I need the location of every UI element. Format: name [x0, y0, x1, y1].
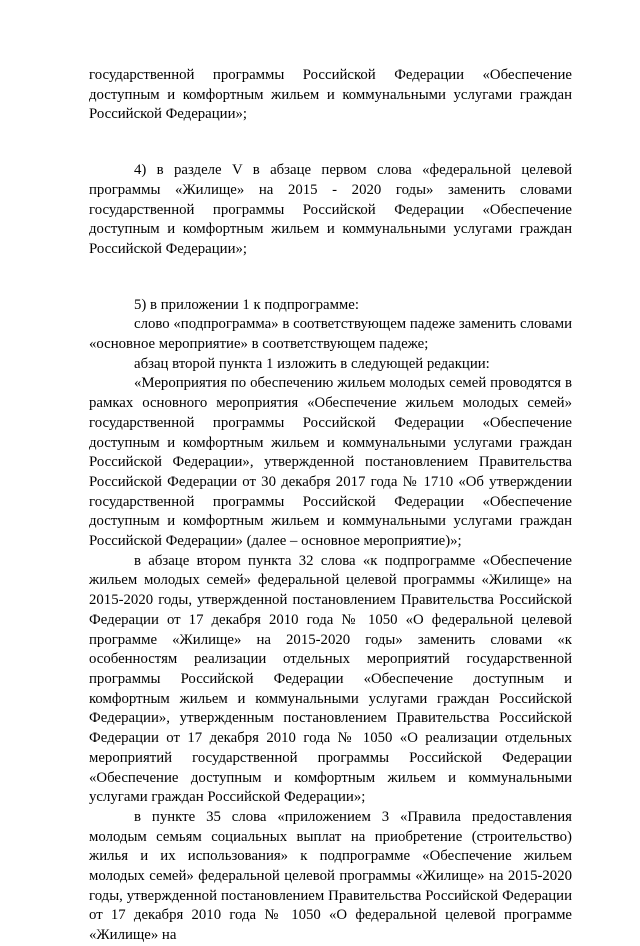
paragraph-quoted-text: «Мероприятия по обеспечению жильем молодых семей проводятся в рамках основного мероприятия «Обеспечение жильем молодых семей» государственной программы Российской Федерации «Обеспечение доступным и комфортным жильем и коммунальными услугами граждан Российской Федерации», утвержденной постановлением Правительства Российской Федерации от 30 декабря 2017 года № 1710 «Об утверждении государственной программы Российской Федерации «Обеспечение доступным и комфортным жильем и коммунальными услугами граждан Российской Федерации» (далее – основное мероприятие)»;: [89, 375, 572, 550]
paragraph-item-4: 4) в разделе V в абзаце первом слова «федеральной целевой программы «Жилище» на 2015 - 2020 годы» заменить словами государственной программы Российской Федерации «Обеспечение доступным и комфортным жильем и коммунальными услугами граждан Российской Федерации»;: [89, 162, 572, 257]
paragraph-point-1: абзац второй пункта 1 изложить в следующей редакции:: [134, 355, 490, 372]
paragraph-point-35: в пункте 35 слова «приложением 3 «Правила предоставления молодым семьям социальных выплат на приобретение (строительство) жилья и их использования» к подпрограмме «Обеспечение жильем молодых семей» федеральной целевой программы «Жилище» на 2015-2020 годы, утвержденной постановлением Правительства Российской Федерации от 17 декабря 2010 года № 1050 «О федеральной целевой программе «Жилище» на: [89, 808, 572, 944]
paragraph-point-32: в абзаце втором пункта 32 слова «к подпрограмме «Обеспечение жильем молодых семей» федеральной целевой программы «Жилище» на 2015-2020 годы, утвержденной постановлением Правительства Российской Федерации от 17 декабря 2010 года № 1050 «О федеральной целевой программе «Жилище» на 2015-2020 годы» заменить словами «к особенностям реализации отдельных мероприятий государственной программы Российской Федерации «Обеспечение доступным и комфортным жильем и коммунальными услугами граждан Российской Федерации», утвержденным постановлением Правительства Российской Федерации от 17 декабря 2010 года № 1050 «О реализации отдельных мероприятий государственной программы Российской Федерации «Обеспечение доступным и комфортным жильем и коммунальными услугами граждан Российской Федерации»;: [89, 552, 572, 806]
paragraph-spacer: [89, 260, 572, 296]
paragraph-item-5: 5) в приложении 1 к подпрограмме:: [134, 296, 359, 313]
paragraph-continuation: государственной программы Российской Федерации «Обеспечение доступным и комфортным жильем и коммунальными услугами граждан Российской Федерации»;: [89, 67, 572, 123]
paragraph-word-replacement: слово «подпрограмма» в соответствующем падеже заменить словами «основное мероприятие» в соответствующем падеже;: [89, 316, 572, 353]
paragraph-spacer: [89, 125, 572, 161]
document-body: [89, 66, 572, 946]
